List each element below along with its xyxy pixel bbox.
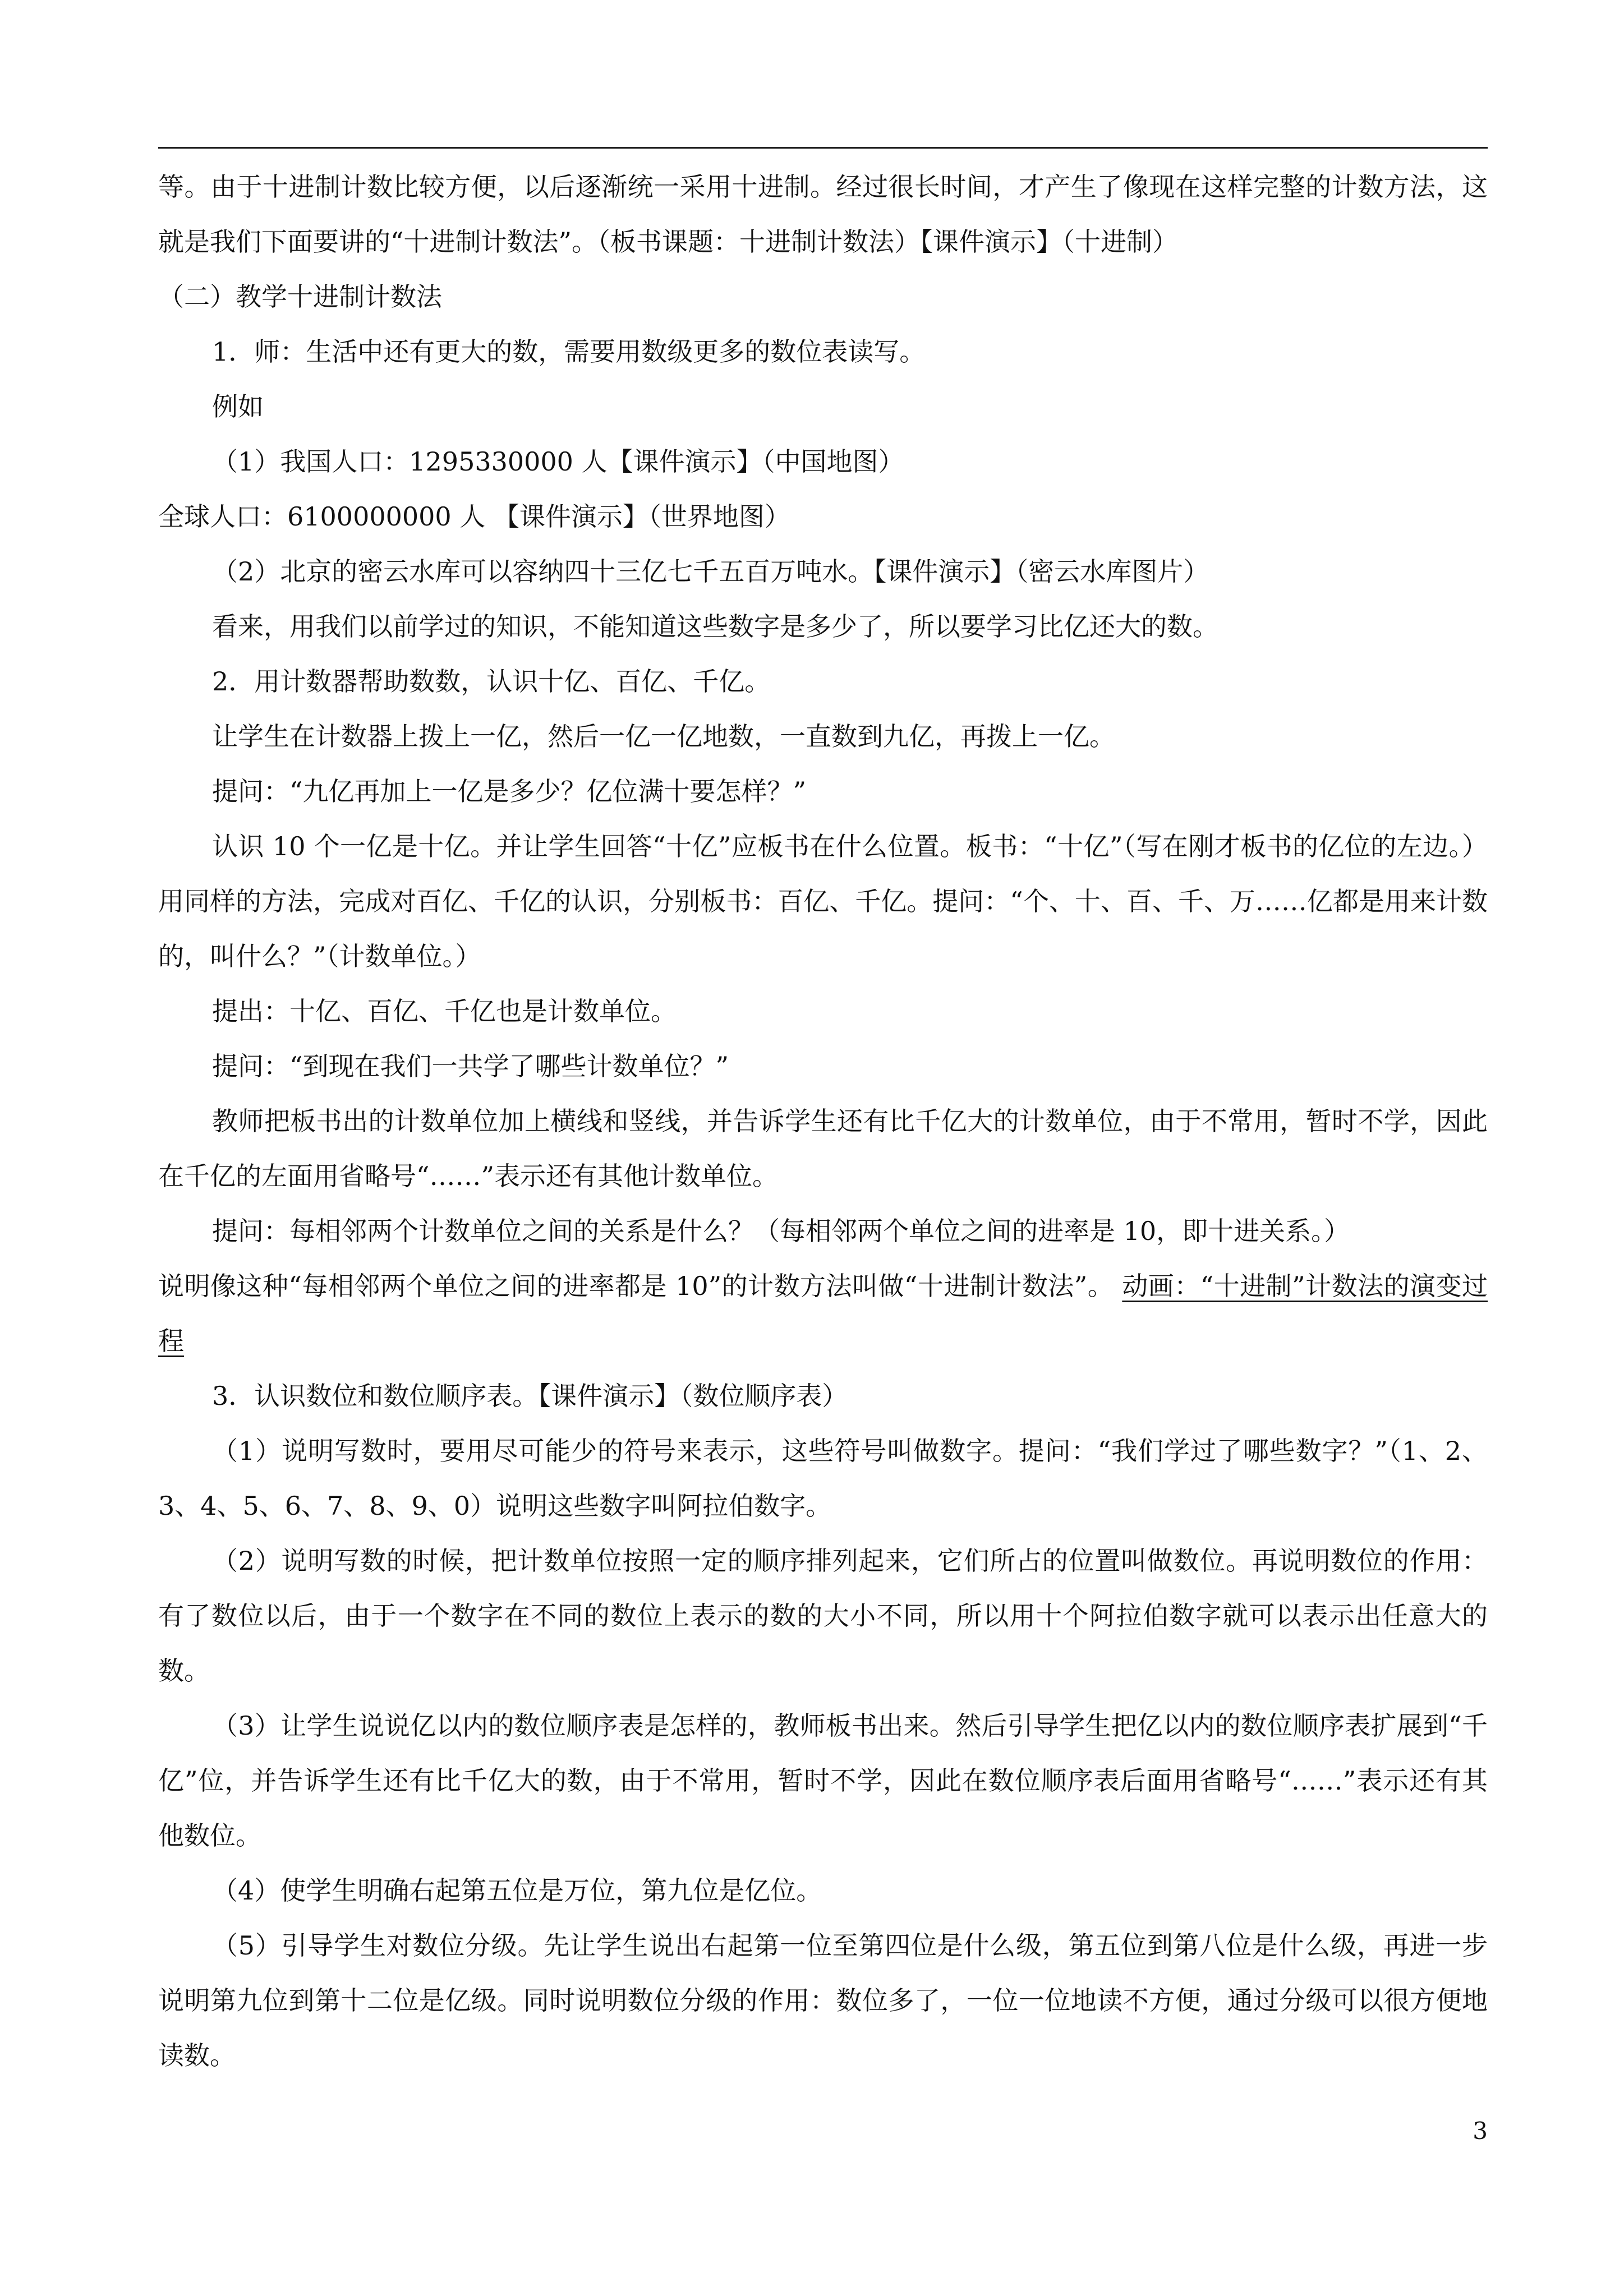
paragraph: 提问：“九亿再加上一亿是多少？亿位满十要怎样？” <box>212 776 807 806</box>
paragraph: 等。由于十进制计数比较方便，以后逐渐统一采用十进制。经过很长时间，才产生了像现在这样完整的计数方法，这就是我们下面要讲的“十进制计数法”。（板书课题：十进制计数法）【课件演示】（十进制） <box>158 172 1488 257</box>
animation-link[interactable]: 动画：“十进制”计数法的演变过程 <box>158 1271 1488 1356</box>
paragraph: 认识 10 个一亿是十亿。并让学生回答“十亿”应板书在什么位置。板书：“十亿”（写在刚才板书的亿位的左边。）用同样的方法，完成对百亿、千亿的认识，分别板书：百亿、千亿。提问：“个、十、百、千、万……亿都是用来计数的，叫什么？”（计数单位。） <box>158 831 1488 971</box>
paragraph: （3）让学生说说亿以内的数位顺序表是怎样的，教师板书出来。然后引导学生把亿以内的数位顺序表扩展到“千亿”位，并告诉学生还有比千亿大的数，由于不常用，暂时不学，因此在数位顺序表后面用省略号“……”表示还有其他数位。 <box>158 1711 1488 1851</box>
paragraph: 2．用计数器帮助数数，认识十亿、百亿、千亿。 <box>212 666 771 697</box>
paragraph: 教师把板书出的计数单位加上横线和竖线，并告诉学生还有比千亿大的计数单位，由于不常用，暂时不学，因此在千亿的左面用省略号“……”表示还有其他计数单位。 <box>158 1106 1488 1191</box>
paragraph: （4）使学生明确右起第五位是万位，第九位是亿位。 <box>212 1875 822 1906</box>
paragraph: 提出：十亿、百亿、千亿也是计数单位。 <box>212 996 677 1026</box>
document-body <box>158 159 1488 2083</box>
paragraph: （1）说明写数时，要用尽可能少的符号来表示，这些符号叫做数字。提问：“我们学过了哪些数字？”（1、2、3、4、5、6、7、8、9、0）说明这些数字叫阿拉伯数字。 <box>158 1436 1488 1521</box>
paragraph: （1）我国人口：1295330000 人【课件演示】（中国地图） <box>212 446 904 477</box>
section-heading: （二）教学十进制计数法 <box>158 282 442 312</box>
paragraph: 看来，用我们以前学过的知识，不能知道这些数字是多少了，所以要学习比亿还大的数。 <box>212 611 1218 642</box>
paragraph: 提问：每相邻两个计数单位之间的关系是什么？（每相邻两个单位之间的进率是 10，即十进关系。） <box>212 1216 1350 1246</box>
paragraph: （5）引导学生对数位分级。先让学生说出右起第一位至第四位是什么级，第五位到第八位是什么级，再进一步说明第九位到第十二位是亿级。同时说明数位分级的作用：数位多了，一位一位地读不方便，通过分级可以很方便地读数。 <box>158 1930 1488 2071</box>
paragraph: 3．认识数位和数位顺序表。【课件演示】（数位顺序表） <box>212 1381 848 1411</box>
paragraph-text: 说明像这种“每相邻两个单位之间的进率都是 10”的计数方法叫做“十进制计数法”。 <box>158 1271 1122 1301</box>
paragraph: 让学生在计数器上拨上一亿，然后一亿一亿地数，一直数到九亿，再拨上一亿。 <box>212 721 1115 751</box>
decimal-system-paragraph <box>158 1258 1488 1368</box>
page-number: 3 <box>1473 2117 1488 2145</box>
header-rule <box>158 147 1488 149</box>
paragraph: 例如 <box>212 391 264 422</box>
paragraph: 提问：“到现在我们一共学了哪些计数单位？” <box>212 1051 729 1081</box>
paragraph: （2）说明写数的时候，把计数单位按照一定的顺序排列起来，它们所占的位置叫做数位。再说明数位的作用：有了数位以后，由于一个数字在不同的数位上表示的数的大小不同，所以用十个阿拉伯数字就可以表示出任意大的数。 <box>158 1546 1488 1686</box>
paragraph: 全球人口：6100000000 人 【课件演示】（世界地图） <box>158 501 790 532</box>
paragraph: 1．师：生活中还有更大的数，需要用数级更多的数位表读写。 <box>212 336 926 367</box>
paragraph: （2）北京的密云水库可以容纳四十三亿七千五百万吨水。【课件演示】（密云水库图片） <box>212 556 1209 587</box>
